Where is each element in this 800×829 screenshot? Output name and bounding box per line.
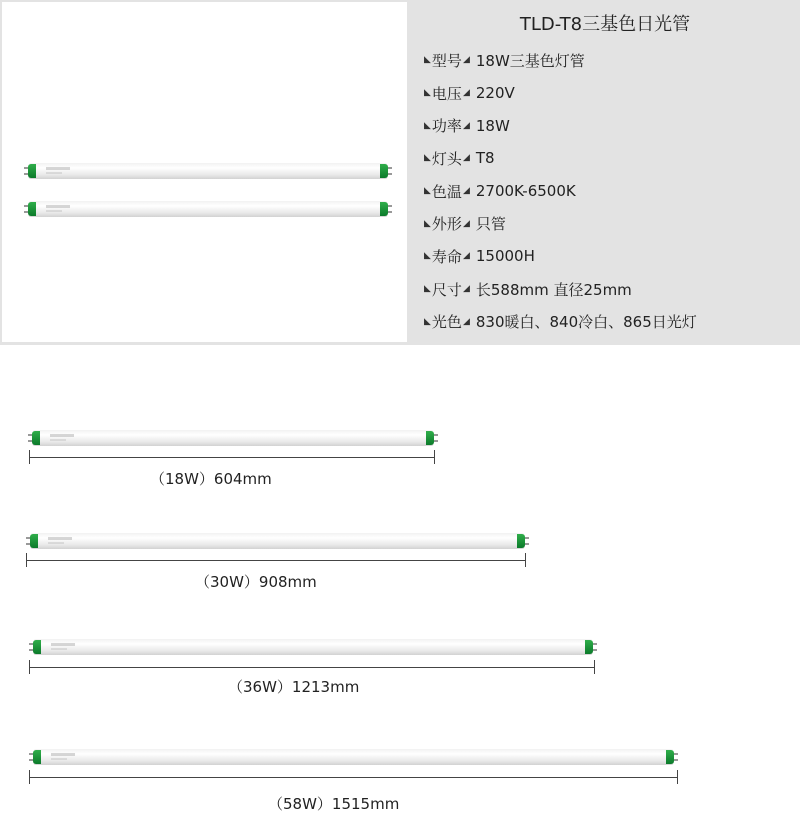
spec-value: 15000H <box>475 247 535 266</box>
spec-label: 功率 <box>431 117 462 136</box>
spec-value: 18W <box>475 116 510 135</box>
product-image <box>2 2 407 342</box>
triangle-marker-icon: ◢ <box>462 55 470 66</box>
triangle-marker-icon: ◢ <box>462 120 470 131</box>
spec-row <box>424 273 794 306</box>
spec-row <box>424 142 794 175</box>
dimension-line <box>29 457 435 458</box>
spec-value: 只管 <box>475 215 506 234</box>
spec-row <box>424 44 794 77</box>
dimension-line <box>29 777 678 778</box>
triangle-marker-icon: ◣ <box>424 218 431 229</box>
spec-label: 色温 <box>431 182 462 201</box>
triangle-marker-icon: ◣ <box>424 251 431 262</box>
spec-value: 830暖白、840冷白、865日光灯 <box>475 313 697 332</box>
spec-label: 电压 <box>431 84 462 103</box>
product-title: TLD-T8三基色日光管 <box>519 14 691 35</box>
spec-value: 2700K-6500K <box>475 182 576 201</box>
triangle-marker-icon: ◣ <box>424 120 431 131</box>
triangle-marker-icon: ◢ <box>462 251 470 262</box>
size-label-58w: （58W）1515mm <box>268 795 400 813</box>
spec-label: 灯头 <box>431 149 462 168</box>
triangle-marker-icon: ◣ <box>424 316 431 327</box>
size-label-18w: （18W）604mm <box>150 470 272 488</box>
triangle-marker-icon: ◢ <box>462 153 470 164</box>
triangle-marker-icon: ◢ <box>462 88 470 99</box>
triangle-marker-icon: ◢ <box>462 186 470 197</box>
tube-36w-image <box>33 639 593 655</box>
dimension-line <box>26 560 526 561</box>
triangle-marker-icon: ◣ <box>424 153 431 164</box>
spec-label: 光色 <box>431 313 462 332</box>
tube-58w-image <box>33 749 674 765</box>
triangle-marker-icon: ◣ <box>424 186 431 197</box>
triangle-marker-icon: ◢ <box>462 284 470 295</box>
spec-row <box>424 175 794 208</box>
triangle-marker-icon: ◣ <box>424 284 431 295</box>
tube-30w-image <box>30 533 525 549</box>
tube-18w-image <box>32 430 434 446</box>
spec-value: 18W三基色灯管 <box>475 51 585 70</box>
spec-panel <box>0 0 800 345</box>
spec-row <box>424 240 794 273</box>
spec-row <box>424 109 794 142</box>
spec-row <box>424 306 794 339</box>
fluorescent-tube-image <box>28 163 388 179</box>
triangle-marker-icon: ◢ <box>462 218 470 229</box>
spec-value: 长588mm 直径25mm <box>475 280 632 299</box>
size-label-36w: （36W）1213mm <box>228 678 360 696</box>
spec-value: T8 <box>475 149 495 168</box>
triangle-marker-icon: ◣ <box>424 88 431 99</box>
spec-label: 外形 <box>431 215 462 234</box>
size-label-30w: （30W）908mm <box>195 573 317 591</box>
spec-label: 尺寸 <box>431 280 462 299</box>
triangle-marker-icon: ◣ <box>424 55 431 66</box>
spec-list <box>424 44 794 338</box>
spec-label: 寿命 <box>431 247 462 266</box>
spec-label: 型号 <box>431 51 462 70</box>
dimension-line <box>29 667 595 668</box>
spec-value: 220V <box>475 84 515 103</box>
fluorescent-tube-image <box>28 201 388 217</box>
spec-row <box>424 77 794 110</box>
spec-row <box>424 207 794 240</box>
triangle-marker-icon: ◢ <box>462 316 470 327</box>
